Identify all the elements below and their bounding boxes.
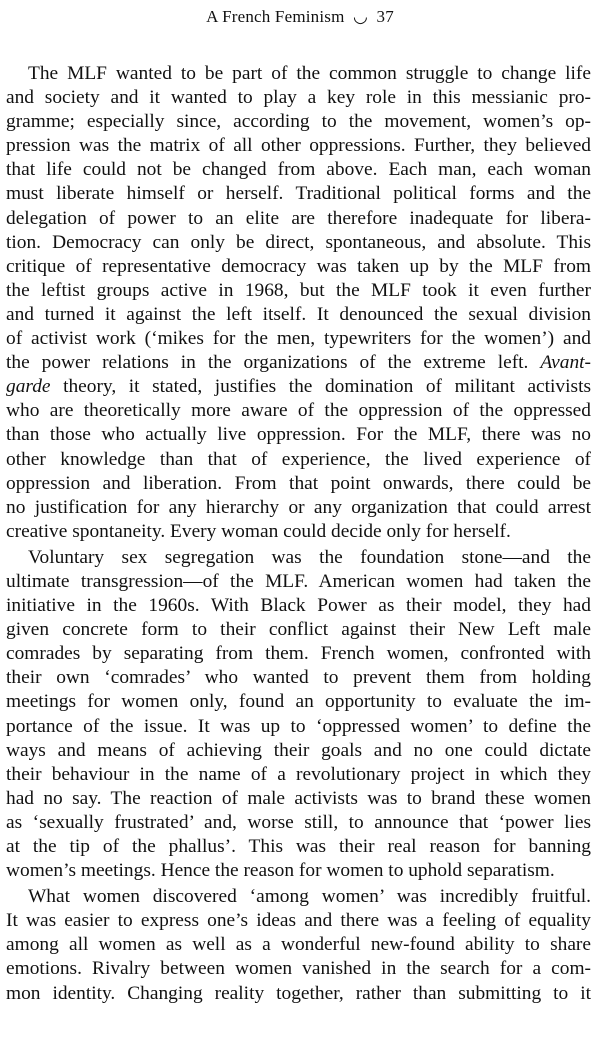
text-line: of activist work (‘mikes for the men, typewriters for the women’) and [6, 328, 591, 350]
text-line: delegation of power to an elite are therefore inadequate for libera- [6, 207, 591, 229]
text-line: given concrete form to their conflict against their New Left male [6, 619, 591, 641]
text-line: than those who actually live oppression. For the MLF, there was no [6, 424, 591, 446]
text-line: their own ‘comrades’ who wanted to prevent them from holding [6, 667, 591, 689]
text-line: tion. Democracy can only be direct, spontaneous, and absolute. This [6, 231, 591, 253]
text-line: women’s meetings. Hence the reason for women to uphold separatism. [6, 860, 555, 882]
text-line: must liberate himself or herself. Traditional political forms and the [6, 183, 591, 205]
paragraph [6, 546, 591, 883]
text-line: oppression and liberation. From that point onwards, there could be [6, 472, 591, 494]
text-line: pression was the matrix of all other oppressions. Further, they believed [6, 135, 591, 157]
paragraph [6, 62, 591, 544]
text-line: their behaviour in the name of a revolutionary project in which they [6, 763, 591, 785]
text-line: portance of the issue. It was up to ‘oppressed women’ to define the [6, 715, 591, 737]
text-line: Voluntary sex segregation was the foundation stone—and the [28, 546, 591, 568]
text-line: at the tip of the phallus’. This was their real reason for banning [6, 836, 591, 857]
paragraph [6, 885, 591, 1005]
text-line: other knowledge than that of experience, the lived experience of [6, 448, 591, 470]
text-line: meetings for women only, found an opportunity to evaluate the im- [6, 691, 591, 713]
ornament-icon: ◡ [353, 7, 369, 26]
text-line: ways and means of achieving their goals and no one could dictate [6, 739, 591, 761]
text-line: What women discovered ‘among women’ was incredibly fruitful. [28, 886, 591, 908]
text-line: emotions. Rivalry between women vanished in the search for a com- [6, 958, 591, 980]
text-line: the power relations in the organizations of the extreme left. Avant- [6, 352, 591, 374]
text-line: initiative in the 1960s. With Black Power as their model, they had [6, 595, 591, 617]
text-line: garde theory, it stated, justifies the domination of militant activists [6, 376, 591, 398]
text-line: critique of representative democracy was taken up by the MLF from [6, 255, 591, 277]
text-line: as ‘sexually frustrated’ and, worse still, to announce that ‘power lies [6, 811, 591, 833]
page-number: 37 [376, 7, 394, 26]
text-line: It was easier to express one’s ideas and there was a feeling of equality [6, 910, 591, 932]
text-line: that life could not be changed from above. Each man, each woman [6, 159, 591, 181]
text-line: no justification for any hierarchy or any organization that could arrest [6, 496, 591, 518]
running-header [0, 6, 600, 28]
text-line: the leftist groups active in 1968, but the MLF took it even further [6, 279, 591, 301]
text-line: among all women as well as a wonderful new-found ability to share [6, 934, 591, 956]
text-line: gramme; especially since, according to the movement, women’s op- [6, 111, 591, 133]
text-line: and turned it against the left itself. It denounced the sexual division [6, 303, 591, 325]
text-line: The MLF wanted to be part of the common struggle to change life [28, 63, 591, 84]
text-line: comrades by separating from them. French women, confronted with [6, 643, 591, 665]
text-line: ultimate transgression—of the MLF. American women had taken the [6, 570, 591, 592]
text-line: who are theoretically more aware of the oppression of the oppressed [6, 400, 591, 422]
text-line: creative spontaneity. Every woman could decide only for herself. [6, 520, 511, 542]
text-line: mon identity. Changing reality together, rather than submitting to it [6, 982, 591, 1004]
header-title: A French Feminism [206, 7, 345, 26]
body-text [6, 62, 591, 1006]
text-line: and society and it wanted to play a key role in this messianic pro- [6, 87, 591, 109]
text-line: had no say. The reaction of male activists was to brand these women [6, 787, 591, 809]
